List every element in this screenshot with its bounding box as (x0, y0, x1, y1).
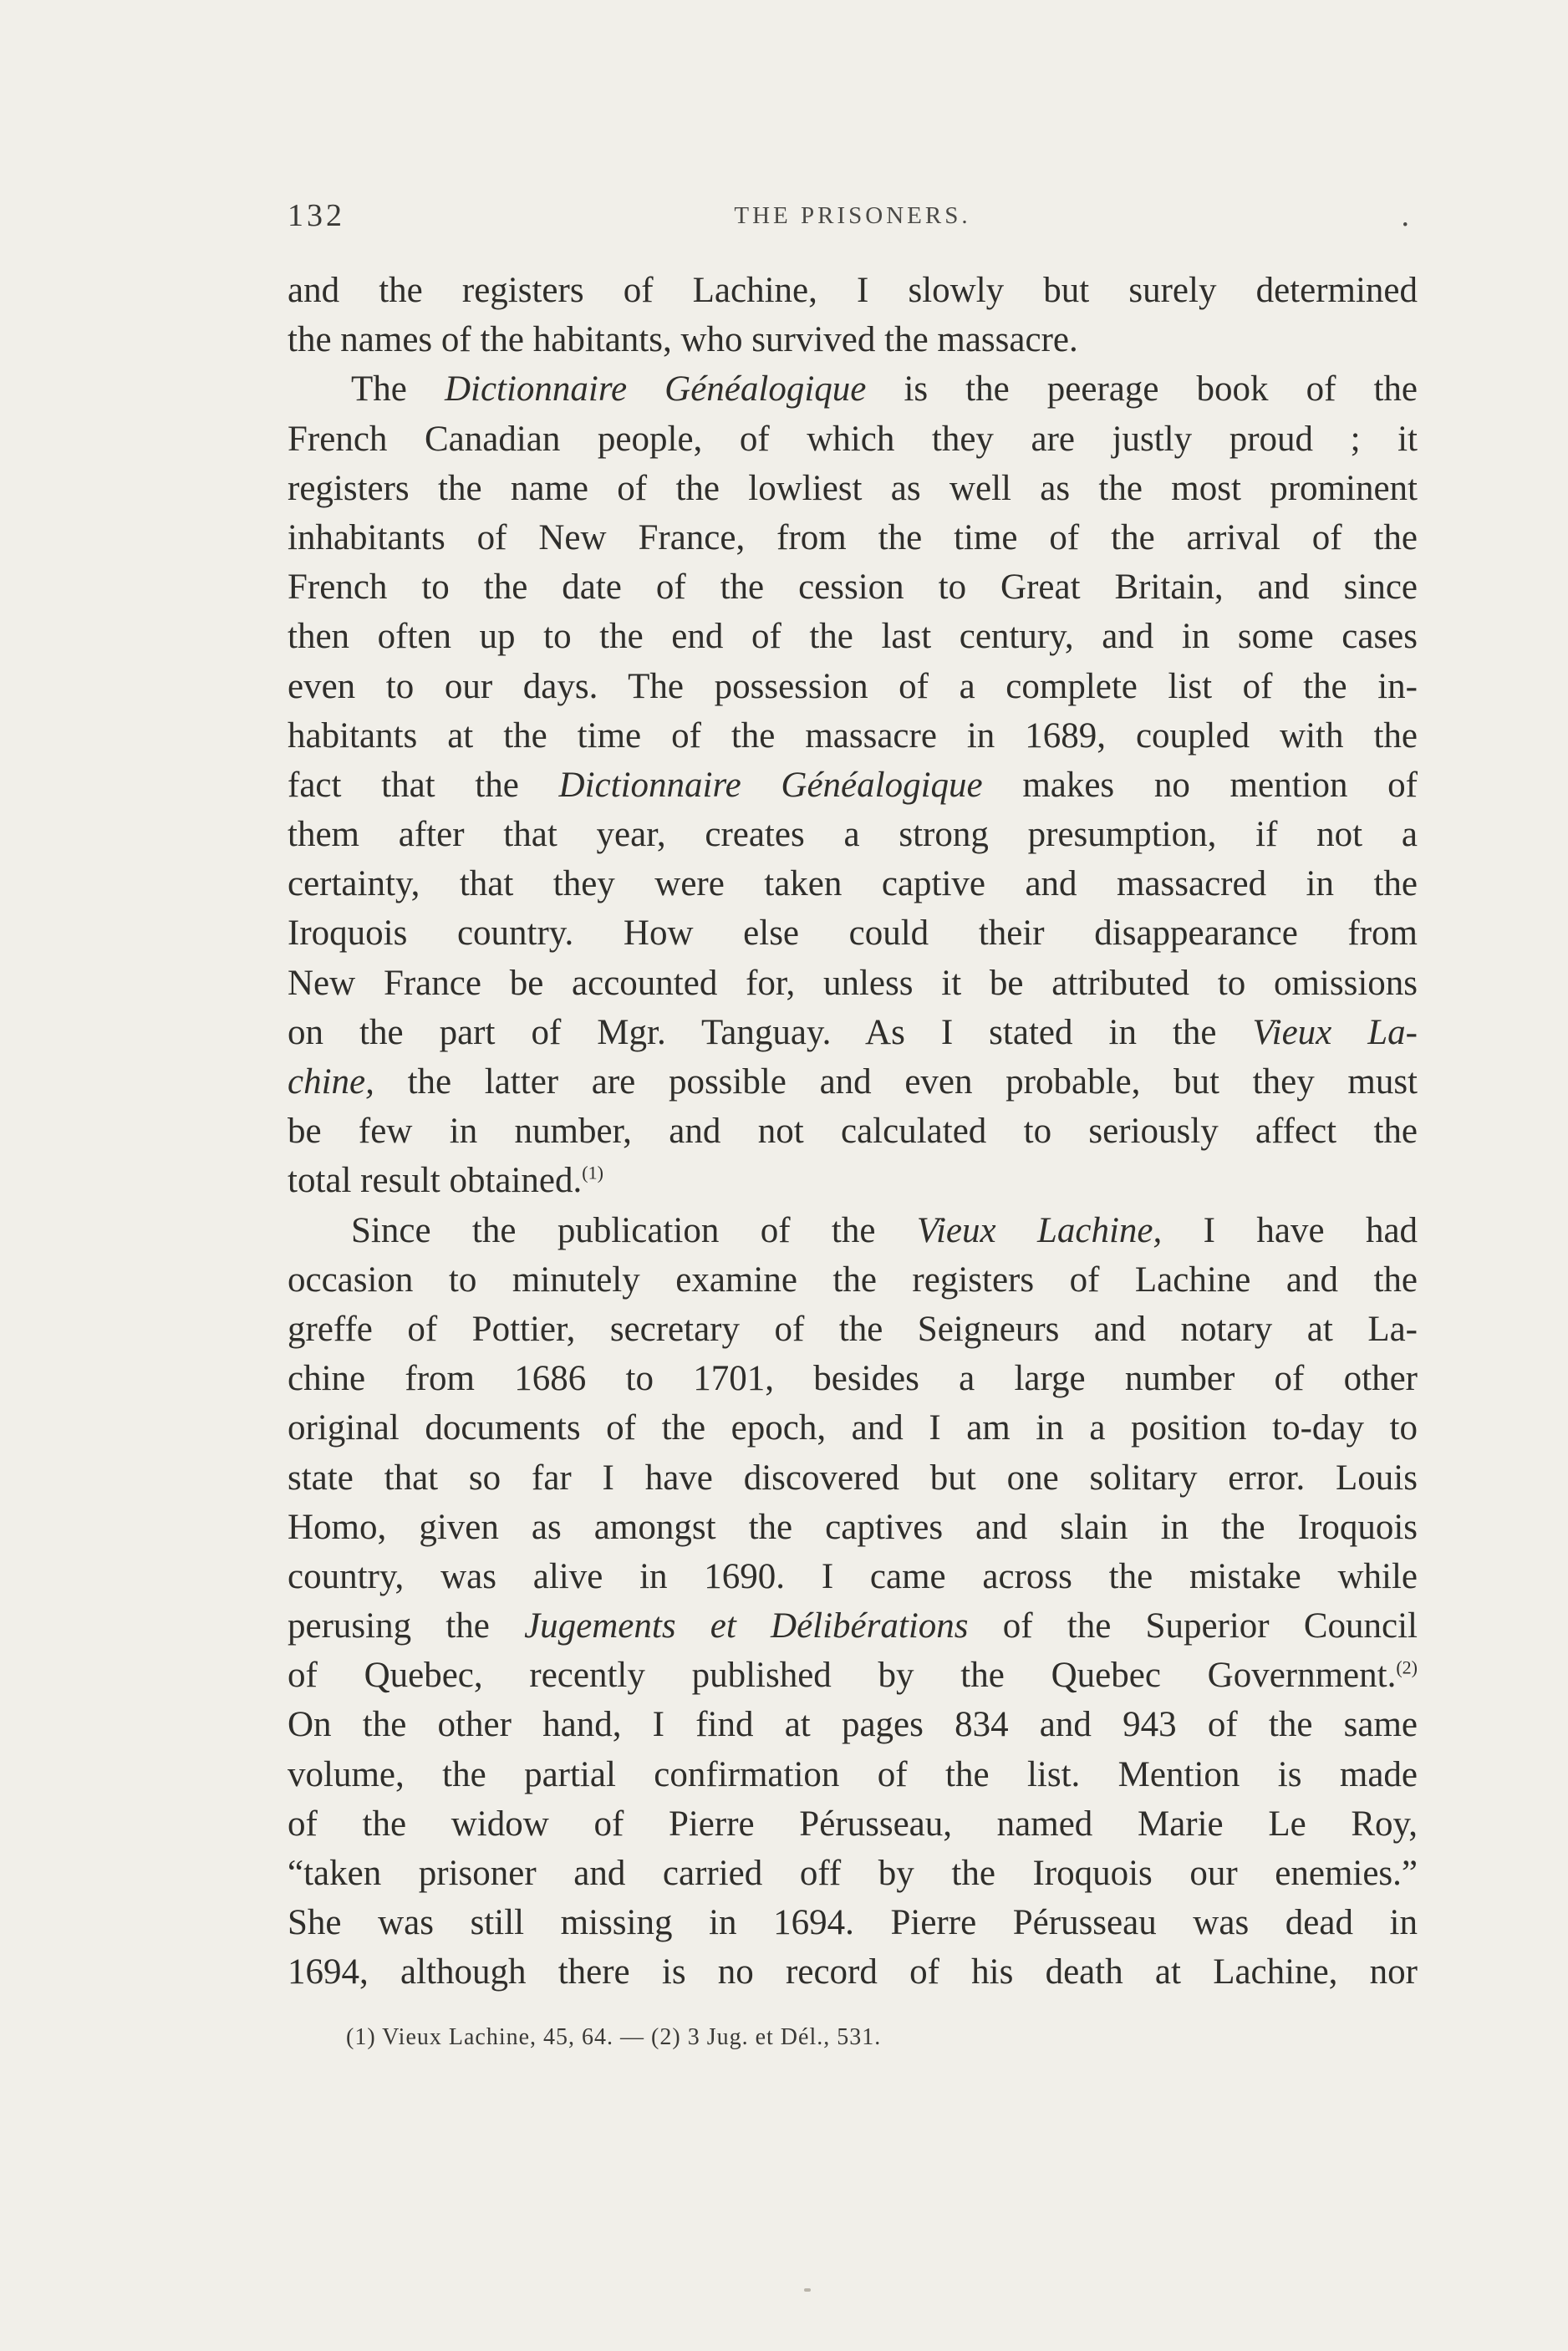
text-line: 1694, although there is no record of his death at Lachine, nor (288, 1952, 1418, 1992)
text-line: chine from 1686 to 1701, besides a large number of other (288, 1359, 1418, 1399)
text-line: Iroquois country. How else could their disappearance from (288, 913, 1418, 954)
book-title: Vieux La- (1252, 1012, 1418, 1052)
text-line: and the registers of Lachine, I slowly but surely determined (288, 271, 1418, 310)
text-line (288, 1156, 1418, 1205)
text-fragment: I have had (1203, 1210, 1418, 1250)
text-line (288, 761, 1418, 810)
text-fragment: perusing the (288, 1606, 490, 1646)
text-line: the names of the habitants, who survived the massacre. (288, 320, 1078, 360)
text-line: then often up to the end of the last century, and in some cases (288, 617, 1418, 657)
text-line: even to our days. The possession of a complete list of the in- (288, 666, 1418, 706)
text-fragment: Since the publication of the (351, 1210, 876, 1250)
text-fragment: The (351, 369, 407, 410)
page-number: 132 (288, 198, 345, 233)
book-title: Jugements et Délibérations (524, 1606, 969, 1646)
text-line: state that so far I have discovered but one solitary error. Louis (288, 1458, 1418, 1498)
book-title: Vieux Lachine, (916, 1210, 1163, 1250)
text-fragment: on the part of Mgr. Tanguay. As I stated in the (288, 1012, 1217, 1052)
footnote: (1) Vieux Lachine, 45, 64. — (2) 3 Jug. et Dél., 531. (346, 2024, 882, 2050)
text-line (288, 364, 1418, 414)
text-line: country, was alive in 1690. I came across the mistake while (288, 1556, 1418, 1596)
body-text (288, 266, 1418, 1997)
text-line: “taken prisoner and carried off by the Iroquois our enemies.” (288, 1854, 1418, 1893)
text-line: French to the date of the cession to Great Britain, and since (288, 567, 1418, 608)
text-line: original documents of the epoch, and I am in a position to-day to (288, 1408, 1418, 1448)
running-title: THE PRISONERS. (734, 202, 971, 229)
text-line: registers the name of the lowliest as well as the most prominent (288, 468, 1418, 508)
text-fragment: makes no mention of (1022, 765, 1418, 805)
text-line: of the widow of Pierre Pérusseau, named Marie Le Roy, (288, 1804, 1418, 1844)
text-line: inhabitants of New France, from the time of the arrival of the (288, 517, 1418, 557)
text-line: Homo, given as amongst the captives and slain in the Iroquois (288, 1507, 1418, 1547)
text-fragment: of Quebec, recently published by the Quebec Government. (288, 1656, 1397, 1696)
text-fragment: is the peerage book of the (904, 369, 1418, 410)
text-fragment: fact that the (288, 765, 519, 805)
footnote-ref: (2) (1396, 1656, 1418, 1678)
text-line (288, 1057, 1418, 1107)
text-line: them after that year, creates a strong presumption, if not a (288, 815, 1418, 855)
text-line: certainty, that they were taken captive and massacred in the (288, 864, 1418, 904)
text-fragment: the latter are possible and even probable, but they must (407, 1062, 1418, 1102)
text-line: On the other hand, I find at pages 834 and 943 of the same (288, 1705, 1418, 1745)
text-line: French Canadian people, of which they are justly proud ; it (288, 419, 1418, 459)
header-mark: . (1401, 198, 1409, 233)
text-line: volume, the partial confirmation of the list. Mention is made (288, 1754, 1418, 1794)
text-line (288, 1008, 1418, 1057)
text-line (288, 1206, 1418, 1255)
text-line: occasion to minutely examine the registers of Lachine and the (288, 1259, 1418, 1300)
text-line (288, 1651, 1418, 1700)
footnote-ref: (1) (582, 1163, 603, 1184)
book-title: Dictionnaire Généalogique (444, 369, 867, 410)
text-line (288, 1601, 1418, 1651)
text-line: New France be accounted for, unless it be attributed to omissions (288, 963, 1418, 1003)
text-fragment: total result obtained. (288, 1161, 583, 1201)
running-head (288, 197, 1418, 247)
book-title: chine, (288, 1062, 374, 1102)
paper-speck (804, 2288, 811, 2292)
text-line: be few in number, and not calculated to seriously affect the (288, 1112, 1418, 1152)
text-fragment: of the Superior Council (1002, 1606, 1418, 1646)
book-title: Dictionnaire Généalogique (558, 765, 983, 805)
text-line: greffe of Pottier, secretary of the Seigneurs and notary at La- (288, 1309, 1418, 1349)
text-line: She was still missing in 1694. Pierre Pérusseau was dead in (288, 1903, 1418, 1943)
text-line: habitants at the time of the massacre in 1689, coupled with the (288, 715, 1418, 756)
